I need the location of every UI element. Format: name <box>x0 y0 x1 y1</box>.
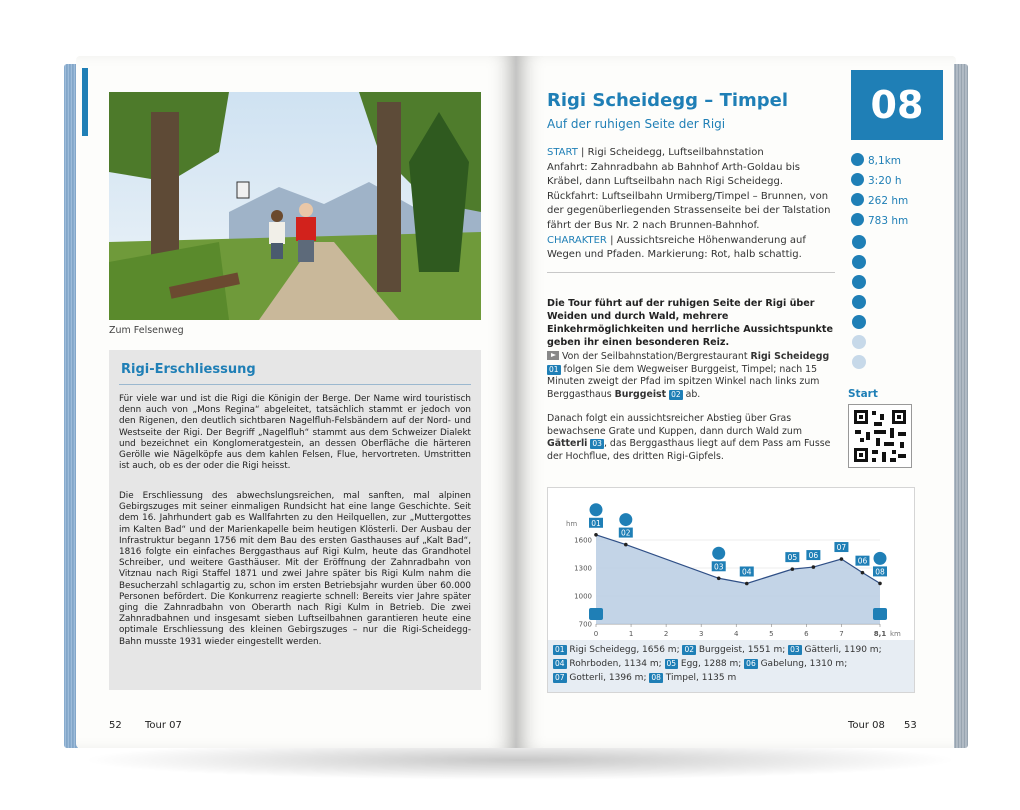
legend-text: Egg, 1288 m; <box>678 658 745 669</box>
legend-badge: 04 <box>555 658 565 668</box>
travel-info: Anfahrt: Zahnradbahn ab Bahnhof Arth-Goldau bis Kräbel, dann Luftseilbahn nach Rigi Scheidegg. Rückfahrt: Luftseilbahn Urmiberg/Timpel – Brunnen, von der gegenüberliegenden Strassenseite bei der Talstation fährt der Bus Nr. 2 nach Brunnen-Bahnhof. <box>547 161 831 231</box>
waypoint-label: 02 <box>621 528 631 538</box>
legend-text: Rohrboden, 1134 m; <box>566 658 665 669</box>
waypoint-label: 01 <box>591 518 601 528</box>
right-page-number: 53 <box>904 720 917 731</box>
ascent-icon <box>851 193 864 206</box>
stat-ascent: 262 hm <box>851 193 908 209</box>
waypoint-dot <box>791 567 795 571</box>
route-paragraph-2: Danach folgt ein aussichtsreicher Abstieg über Gras bewachsene Grate und Kuppen, dann durch Wald zum Gätterli 03 , das Berggasthaus liegt auf dem Pass am Fusse der Hochflue, des dritten Rigi-Gipfels. <box>547 413 831 462</box>
info-paragraph: Die Erschliessung des abwechslungsreichen, mal sanften, mal alpinen Gebirgszuges mit seiner einmaligen Rundsicht hat eine lange Geschichte. Seit dem 16. Jahrhundert gab es Wallfahrten zu den Heilquellen, zur „Muttergottes im Kalten Bad“ und der Marienkapelle beim heutigen Klösterli. Der Ausbau der Infrastruktur begann 1756 mit dem Bau des ersten Gasthauses auf „Kalt Bad“, 1816 folgte ein einfaches Berggasthaus auf Rigi Kulm, heute das Grandhotel Schreiber, und weitere Gasthäuser. Mit der Eröffnung der Zahnradbahn von Vitznau nach Rigi Staffel 1871 und zwei Jahre später bis Rigi Kulm nahm die Besucherzahl schlagartig zu, schon im ersten Betriebsjahr wurden über 60.000 Personen befördert. Die Konkurrenz reagierte schnell: Bereits vier Jahre später ging die Zahnradbahn von Oberarth nach Rigi Kulm in Betrieb. Die zwei Zahnradbahnen und insgesamt sieben Luftseilbahnen garantieren heute eine optimale Erschliessung des kleinen Gebirgszuges – nur die Rigi-Scheidegg-Bahn musste 1931 wieder eingestellt werden. <box>119 491 471 647</box>
character-label: CHARAKTER <box>547 234 607 246</box>
legend-row <box>553 658 909 672</box>
waypoint-legend <box>553 644 909 685</box>
tour-subtitle: Auf der ruhigen Seite der Rigi <box>547 117 726 131</box>
cablecar-icon <box>873 608 887 620</box>
child-icon <box>852 295 866 309</box>
parking-icon <box>852 235 866 249</box>
play-icon <box>547 351 559 360</box>
stat-descent: 783 hm <box>851 213 908 229</box>
waypoint-dot <box>861 571 865 575</box>
qr-start-label: Start <box>848 388 878 400</box>
legend-badge: 08 <box>651 672 661 682</box>
restaurant-icon <box>590 503 603 516</box>
y-tick-label: 700 <box>578 620 592 629</box>
hiking-photo <box>109 92 481 320</box>
qr-code[interactable] <box>848 404 912 468</box>
cablecar-icon <box>852 315 866 329</box>
legend-badge: 06 <box>746 658 756 668</box>
restaurant-icon <box>874 552 887 565</box>
x-tick-label: 2 <box>663 630 669 638</box>
info-box-divider <box>119 384 471 385</box>
waypoint-label: 06 <box>808 551 819 561</box>
chapter-tab-marker <box>82 68 88 136</box>
legend-badge: 07 <box>555 672 565 682</box>
bike-icon <box>852 355 866 369</box>
photo-caption: Zum Felsenweg <box>109 325 184 336</box>
elevation-chart <box>548 488 914 640</box>
distance-icon <box>851 153 864 166</box>
waypoint-badge: 01 <box>549 364 559 374</box>
descent-icon <box>851 213 864 226</box>
x-tick-label: 6 <box>804 630 809 638</box>
y-tick-label: 1000 <box>574 592 592 601</box>
section-divider <box>547 272 835 273</box>
x-tick-label: 0 <box>593 630 599 638</box>
legend-text: Gabelung, 1310 m; <box>757 658 848 669</box>
x-tick-label: 4 <box>734 630 739 638</box>
legend-text: Gotterli, 1396 m; <box>566 672 650 683</box>
waypoint-dot <box>745 582 749 586</box>
waypoint-dot <box>812 565 816 569</box>
waypoint-label: 07 <box>836 543 847 553</box>
left-page-tour-label: Tour 07 <box>145 720 182 731</box>
start-label: START <box>547 147 578 158</box>
restaurant-icon <box>712 547 725 560</box>
legend-text: Gätterli, 1190 m; <box>801 645 882 655</box>
y-tick-label: 1600 <box>574 536 592 545</box>
x-tick-label: 1 <box>628 630 634 638</box>
legend-text: Timpel, 1135 m <box>662 672 737 683</box>
waypoint-dot <box>840 557 844 561</box>
start-location: | Rigi Scheidegg, Luftseilbahnstation <box>577 147 764 158</box>
y-unit-label: hm <box>566 520 578 528</box>
start-info <box>547 146 835 263</box>
legend-row <box>553 672 909 686</box>
right-page-edges <box>954 64 968 748</box>
waypoint-label: 06 <box>857 556 868 566</box>
tour-number-box: 08 <box>851 70 943 140</box>
legend-text: Rigi Scheidegg, 1656 m; <box>566 645 683 655</box>
info-box-title: Rigi-Erschliessung <box>121 362 256 377</box>
legend-badge: 01 <box>555 645 565 654</box>
waypoint-label: 04 <box>741 567 752 577</box>
y-tick-label: 1300 <box>574 564 592 573</box>
stat-distance: 8,1km <box>851 153 901 169</box>
waypoint-badge: 02 <box>671 389 681 399</box>
x-tick-label: 5 <box>769 630 774 638</box>
waypoint-label: 08 <box>875 567 885 577</box>
x-tick-label: 7 <box>839 630 844 638</box>
train-icon <box>852 275 866 289</box>
waypoint-dot <box>717 576 721 580</box>
x-unit-label: km <box>890 630 901 638</box>
legend-badge: 05 <box>666 658 677 668</box>
waypoint-label: 05 <box>787 553 798 563</box>
stat-duration: 3:20 h <box>851 173 902 189</box>
clock-icon <box>851 173 864 186</box>
tour-intro: Die Tour führt auf der ruhigen Seite der Rigi über Weiden und durch Wald, mehrere Einkehrmöglichkeiten und herrliche Aussichtspunkte geben ihr einen besonderen Reiz. <box>547 298 833 348</box>
x-tick-label: 8,1 <box>873 630 887 638</box>
waypoint-dot <box>878 582 882 586</box>
right-page-tour-label: Tour 08 <box>848 720 885 731</box>
legend-text: Burggeist, 1551 m; <box>696 645 789 655</box>
x-tick-label: 3 <box>698 630 704 638</box>
legend-row <box>553 644 909 658</box>
waypoint-dot <box>594 533 598 537</box>
left-page-number: 52 <box>109 720 122 731</box>
waypoint-dot <box>624 543 628 547</box>
tour-title: Rigi Scheidegg – Timpel <box>547 90 789 111</box>
snow-icon <box>852 335 866 349</box>
legend-badge: 02 <box>684 645 695 654</box>
waypoint-badge: 03 <box>592 439 602 449</box>
waypoint-label: 03 <box>713 562 724 572</box>
legend-badge: 03 <box>790 645 800 654</box>
restaurant-icon <box>619 513 632 526</box>
character-text: | Aussichtsreiche Höhenwanderung auf Wegen und Pfaden. Markierung: Rot, halb schattig. <box>547 234 806 261</box>
route-paragraph-1: Von der Seilbahnstation/Bergrestaurant Rigi Scheidegg 01 folgen Sie dem Wegweiser Burggeist, Timpel; nach 15 Minuten zweigt der Pfad im spitzen Winkel nach links zum Berggasthaus Burggeist 02 ab. <box>547 351 830 400</box>
bus-icon <box>852 255 866 269</box>
info-box <box>109 350 481 690</box>
cablecar-icon <box>589 608 603 620</box>
info-paragraph: Für viele war und ist die Rigi die Königin der Berge. Der Name wird touristisch denn auch von „Mons Regina“ abgeleitet, tatsächlich stammt er jedoch von den Rigenen, den deutlich sichtbaren Nagelfluh-Felsbändern auf der Nord- und Westseite der Rigi. Der Begriff „Nagelfluh“ stammt aus dem Schweizer Dialekt und bezeichnet ein Konglomeratgestein, an dessen Oberfläche die härteren Gerölle wie Nägelköpfe aus dem kahlen Felsen, Flue, hervortreten. Umstritten ist auch, ob es der oder die Rigi heisst. <box>119 394 471 472</box>
